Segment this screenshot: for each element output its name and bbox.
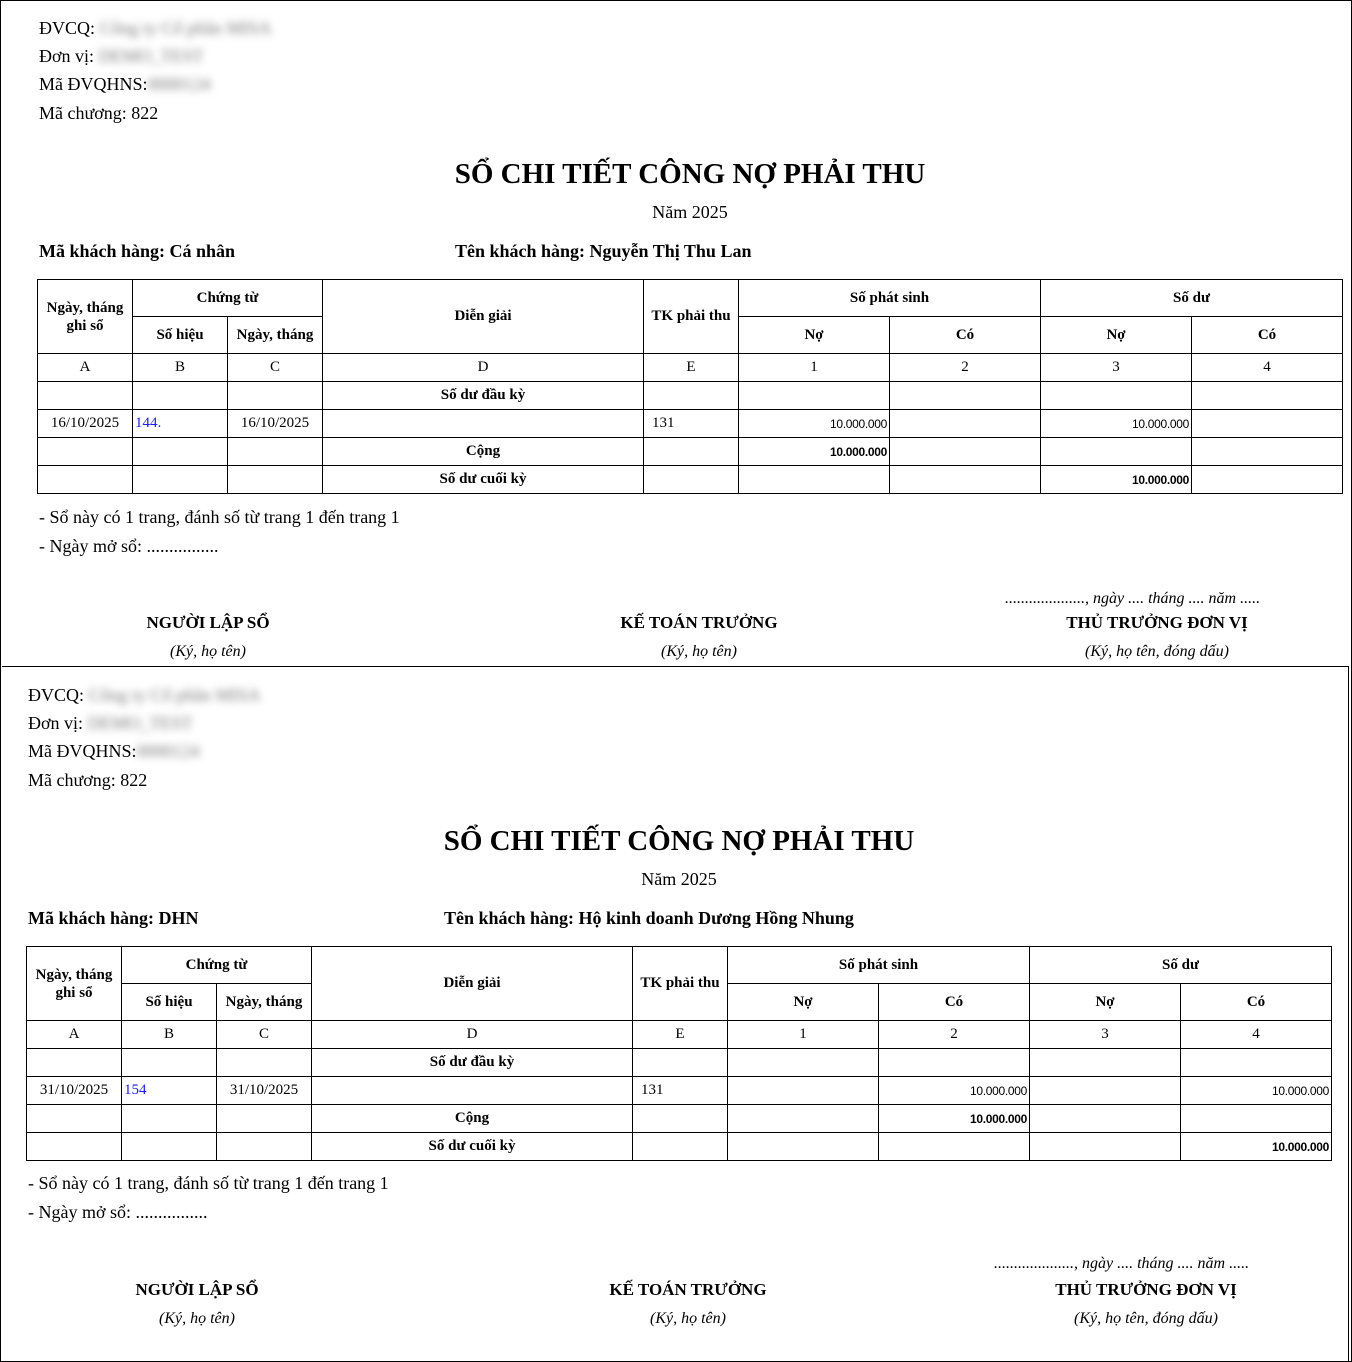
- signature-preparer: [47, 1279, 347, 1330]
- total-ps-co: [890, 438, 1041, 466]
- column-code: 4: [1192, 354, 1343, 382]
- entry-so-hieu-link[interactable]: 144.: [133, 410, 228, 438]
- entry-tk: 131: [633, 1077, 728, 1105]
- ma-dvqhns-line: [39, 73, 211, 95]
- closing-balance-label: Số dư cuối kỳ: [312, 1133, 633, 1161]
- signature-head-of-unit: [996, 1279, 1296, 1330]
- header-ps-no: Nợ: [728, 984, 879, 1021]
- dvcq-line: [39, 17, 272, 39]
- signature-role: KẾ TOÁN TRƯỞNG: [620, 613, 778, 632]
- column-code: 1: [728, 1021, 879, 1049]
- signature-role: THỦ TRƯỞNG ĐƠN VỊ: [1066, 613, 1248, 632]
- column-code: C: [228, 354, 323, 382]
- ma-dvqhns-line: [28, 740, 200, 762]
- total-ps-no: [728, 1105, 879, 1133]
- signature-instruction: (Ký, họ tên, đóng dấu): [1074, 1310, 1218, 1327]
- closing-du-no: 10.000.000: [1041, 466, 1192, 494]
- column-code: 4: [1181, 1021, 1332, 1049]
- opening-balance-label: Số dư đầu kỳ: [312, 1049, 633, 1077]
- header-du-co: Có: [1192, 317, 1343, 354]
- column-code: A: [38, 354, 133, 382]
- customer-name: Tên khách hàng: Hộ kinh doanh Dương Hồng Nhung: [444, 908, 854, 928]
- column-code-row: [27, 1021, 1332, 1049]
- total-label: Cộng: [312, 1105, 633, 1133]
- closing-balance-row: [38, 466, 1343, 494]
- entry-ps-no: 10.000.000: [739, 410, 890, 438]
- signature-chief-accountant: [538, 1279, 838, 1330]
- column-code: 3: [1030, 1021, 1181, 1049]
- header-chung-tu: Chứng từ: [122, 947, 312, 984]
- header-so-phat-sinh: Số phát sinh: [728, 947, 1030, 984]
- ledger-document-1: [0, 0, 1352, 667]
- signature-instruction: (Ký, họ tên): [650, 1310, 726, 1327]
- donvi-value-redacted: DEMO_TEST: [87, 713, 193, 733]
- closing-balance-label: Số dư cuối kỳ: [323, 466, 644, 494]
- opening-balance-row: [38, 382, 1343, 410]
- ledger-table: [37, 279, 1343, 494]
- signature-chief-accountant: [549, 612, 849, 663]
- page-count-note: - Sổ này có 1 trang, đánh số từ trang 1 đến trang 1: [28, 1173, 389, 1193]
- year-label: Năm 2025: [652, 202, 728, 222]
- ma-dvqhns-label: Mã ĐVQHNS:: [28, 741, 137, 761]
- open-date-note: - Ngày mở sổ: ................: [28, 1202, 208, 1222]
- entry-ps-co: [890, 410, 1041, 438]
- header-ngay-thang: Ngày, tháng: [228, 317, 323, 354]
- sign-date-line: ...................., ngày .... tháng .... năm .....: [1005, 590, 1261, 607]
- signature-head-of-unit: [1007, 612, 1307, 663]
- signature-role: KẾ TOÁN TRƯỞNG: [609, 1280, 767, 1299]
- column-code: 2: [890, 354, 1041, 382]
- closing-du-co: 10.000.000: [1181, 1133, 1332, 1161]
- header-dien-giai: Diễn giải: [312, 947, 633, 1021]
- total-label: Cộng: [323, 438, 644, 466]
- header-chung-tu: Chứng từ: [133, 280, 323, 317]
- donvi-line: [39, 45, 204, 67]
- header-ps-co: Có: [890, 317, 1041, 354]
- ledger-table: [26, 946, 1332, 1161]
- entry-ps-co: 10.000.000: [879, 1077, 1030, 1105]
- header-ps-no: Nợ: [739, 317, 890, 354]
- header-so-hieu: Số hiệu: [122, 984, 217, 1021]
- dvcq-value-redacted: Công ty Cổ phần MISA: [99, 18, 272, 38]
- page-title: SỔ CHI TIẾT CÔNG NỢ PHẢI THU: [443, 825, 915, 857]
- ledger-document-2: [2, 666, 1349, 1361]
- customer-code: Mã khách hàng: Cá nhân: [39, 241, 236, 261]
- signature-role: THỦ TRƯỞNG ĐƠN VỊ: [1055, 1280, 1237, 1299]
- entry-ngay-ghi-so: 16/10/2025: [38, 410, 133, 438]
- header-ngay-ghi-so: Ngày, tháng ghi sổ: [38, 280, 133, 354]
- dvcq-label: ĐVCQ:: [39, 18, 96, 38]
- table-row: [38, 410, 1343, 438]
- entry-ngay-ghi-so: 31/10/2025: [27, 1077, 122, 1105]
- header-du-no: Nợ: [1030, 984, 1181, 1021]
- closing-du-no: [1030, 1133, 1181, 1161]
- table-row: [27, 1077, 1332, 1105]
- signature-instruction: (Ký, họ tên): [661, 643, 737, 660]
- closing-balance-row: [27, 1133, 1332, 1161]
- total-ps-co: 10.000.000: [879, 1105, 1030, 1133]
- ma-chuong: Mã chương: 822: [28, 770, 148, 790]
- opening-balance-label: Số dư đầu kỳ: [323, 382, 644, 410]
- header-du-co: Có: [1181, 984, 1332, 1021]
- column-code: D: [323, 354, 644, 382]
- header-ngay-thang: Ngày, tháng: [217, 984, 312, 1021]
- total-ps-no: 10.000.000: [739, 438, 890, 466]
- opening-balance-row: [27, 1049, 1332, 1077]
- donvi-label: Đơn vị:: [39, 46, 95, 66]
- page-count-note: - Sổ này có 1 trang, đánh số từ trang 1 đến trang 1: [39, 507, 400, 527]
- donvi-label: Đơn vị:: [28, 713, 84, 733]
- closing-du-co: [1192, 466, 1343, 494]
- entry-ngay-thang: 31/10/2025: [217, 1077, 312, 1105]
- header-du-no: Nợ: [1041, 317, 1192, 354]
- header-tk-phai-thu: TK phải thu: [633, 947, 728, 1021]
- total-row: [38, 438, 1343, 466]
- donvi-value-redacted: DEMO_TEST: [98, 46, 204, 66]
- header-so-hieu: Số hiệu: [133, 317, 228, 354]
- column-code: A: [27, 1021, 122, 1049]
- ma-dvqhns-value-redacted: 0000124: [147, 74, 211, 94]
- entry-du-co: [1192, 410, 1343, 438]
- header-ngay-ghi-so: Ngày, tháng ghi sổ: [27, 947, 122, 1021]
- entry-du-co: 10.000.000: [1181, 1077, 1332, 1105]
- total-row: [27, 1105, 1332, 1133]
- customer-code: Mã khách hàng: DHN: [28, 908, 199, 928]
- column-code: 3: [1041, 354, 1192, 382]
- year-label: Năm 2025: [641, 869, 717, 889]
- signature-instruction: (Ký, họ tên): [159, 1310, 235, 1327]
- column-code: 2: [879, 1021, 1030, 1049]
- entry-ngay-thang: 16/10/2025: [228, 410, 323, 438]
- ma-dvqhns-label: Mã ĐVQHNS:: [39, 74, 148, 94]
- column-code: B: [122, 1021, 217, 1049]
- column-code: E: [644, 354, 739, 382]
- ma-dvqhns-value-redacted: 0000124: [136, 741, 200, 761]
- page-title: SỔ CHI TIẾT CÔNG NỢ PHẢI THU: [454, 158, 926, 190]
- header-so-phat-sinh: Số phát sinh: [739, 280, 1041, 317]
- column-code: E: [633, 1021, 728, 1049]
- column-code: D: [312, 1021, 633, 1049]
- dvcq-label: ĐVCQ:: [28, 685, 85, 705]
- column-code: B: [133, 354, 228, 382]
- dvcq-line: [28, 684, 261, 706]
- donvi-line: [28, 712, 193, 734]
- entry-ps-no: [728, 1077, 879, 1105]
- column-code-row: [38, 354, 1343, 382]
- entry-so-hieu-link[interactable]: 154: [122, 1077, 217, 1105]
- signature-preparer: [58, 612, 358, 663]
- entry-du-no: [1030, 1077, 1181, 1105]
- header-dien-giai: Diễn giải: [323, 280, 644, 354]
- header-so-du: Số dư: [1030, 947, 1332, 984]
- open-date-note: - Ngày mở sổ: ................: [39, 536, 219, 556]
- customer-name: Tên khách hàng: Nguyễn Thị Thu Lan: [455, 241, 752, 261]
- signature-instruction: (Ký, họ tên, đóng dấu): [1085, 643, 1229, 660]
- sign-date-line: ...................., ngày .... tháng .... năm .....: [994, 1255, 1250, 1272]
- signature-role: NGƯỜI LẬP SỔ: [135, 1280, 259, 1299]
- header-ps-co: Có: [879, 984, 1030, 1021]
- header-tk-phai-thu: TK phải thu: [644, 280, 739, 354]
- column-code: 1: [739, 354, 890, 382]
- entry-dien-giai: [323, 410, 644, 438]
- signature-instruction: (Ký, họ tên): [170, 643, 246, 660]
- entry-du-no: 10.000.000: [1041, 410, 1192, 438]
- entry-dien-giai: [312, 1077, 633, 1105]
- column-code: C: [217, 1021, 312, 1049]
- entry-tk: 131: [644, 410, 739, 438]
- signature-role: NGƯỜI LẬP SỔ: [146, 613, 270, 632]
- ma-chuong: Mã chương: 822: [39, 103, 159, 123]
- dvcq-value-redacted: Công ty Cổ phần MISA: [88, 685, 261, 705]
- header-so-du: Số dư: [1041, 280, 1343, 317]
